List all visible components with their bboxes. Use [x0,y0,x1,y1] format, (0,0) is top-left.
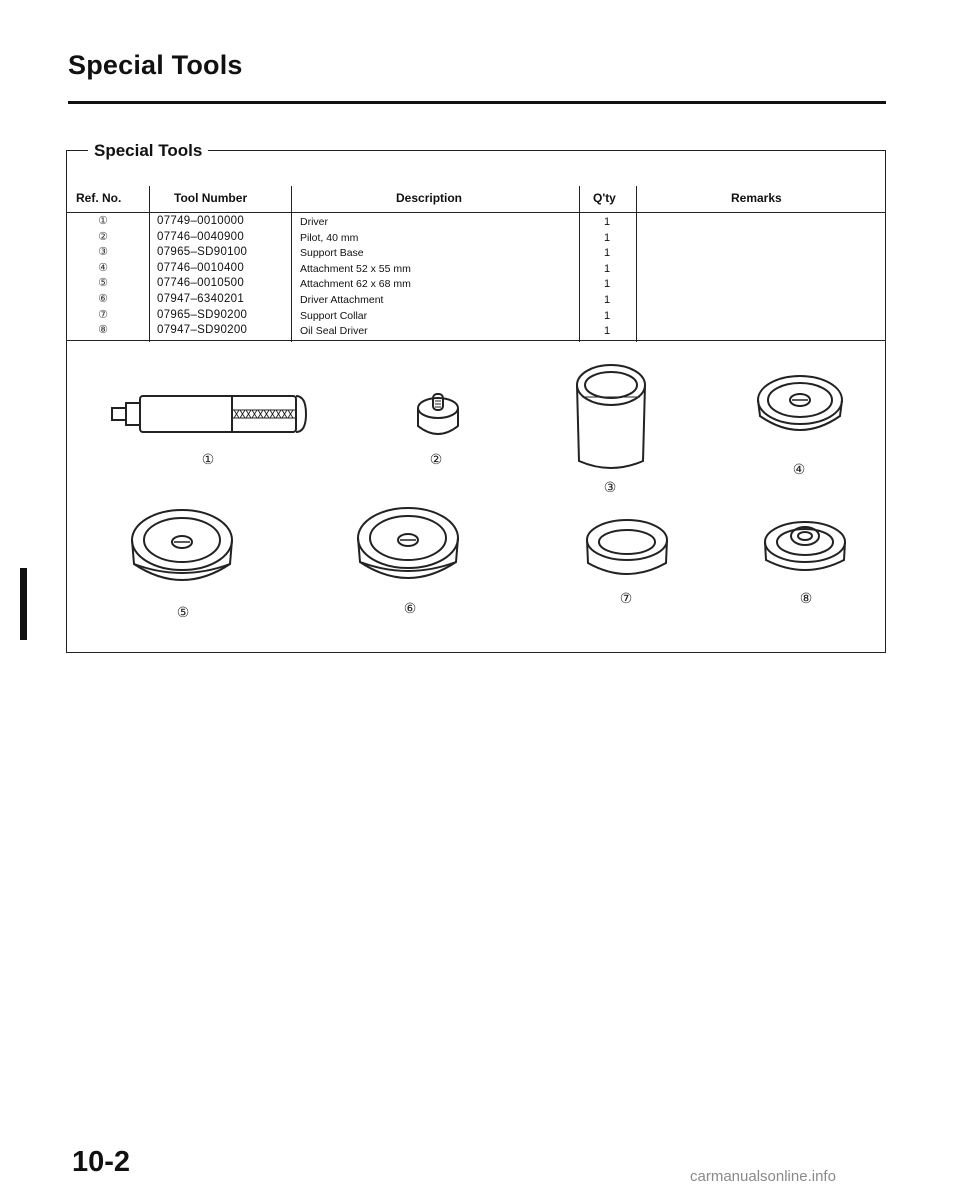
column-divider [149,186,150,342]
page-title: Special Tools [68,50,243,80]
table-cell-qty: 1 [603,247,611,260]
attachment-52x55-tool-illustration [752,370,848,448]
attachment-62x68-tool-illustration [126,502,238,598]
header-qty: Q'ty [593,191,616,205]
table-cell-ref: ⑦ [98,308,108,321]
header-tool-number: Tool Number [174,191,248,205]
callout-1: ① [201,451,215,467]
table-cell-description: Oil Seal Driver [300,325,368,338]
table-cell-qty: 1 [603,309,611,322]
qty-column [596,215,618,340]
table-cell-tool-number: 07965–SD90100 [157,246,248,259]
table-cell-description: Driver Attachment [300,293,384,306]
table-cell-ref: ④ [98,261,108,274]
callout-6: ⑥ [403,600,417,616]
description-column [300,215,411,340]
table-cell-qty: 1 [603,262,611,275]
table-cell-tool-number: 07947–6340201 [157,292,245,305]
section-label: Special Tools [88,141,208,161]
page-number: 10-2 [72,1146,131,1178]
table-cell-description: Attachment 52 x 55 mm [300,262,411,275]
header-remarks: Remarks [731,191,782,205]
oil-seal-driver-tool-illustration [760,512,850,582]
table-cell-ref: ⑧ [98,324,108,337]
callout-4: ④ [792,461,806,477]
driver-attachment-tool-illustration [352,500,464,596]
tool-number-column [157,214,247,339]
callout-7: ⑦ [619,590,633,606]
table-cell-tool-number: 07947–SD90200 [157,324,248,337]
table-cell-qty: 1 [603,231,611,244]
table-cell-ref: ① [98,215,108,227]
table-cell-qty: 1 [603,278,611,291]
table-cell-description: Support Collar [300,309,368,322]
callout-8: ⑧ [799,590,813,606]
table-cell-description: Driver [300,216,328,228]
table-cell-description: Support Base [300,247,364,260]
margin-change-bar [20,568,27,640]
table-cell-description: Pilot, 40 mm [300,231,359,244]
table-cell-ref: ⑥ [98,292,108,305]
table-cell-ref: ③ [98,246,108,259]
table-cell-tool-number: 07965–SD90200 [157,308,248,321]
table-cell-qty: 1 [603,216,611,228]
header-ref-no: Ref. No. [76,191,122,205]
table-cell-description: Attachment 62 x 68 mm [300,278,411,291]
table-cell-qty: 1 [603,293,611,306]
ref-column [88,214,118,339]
table-cell-tool-number: 07746–0010500 [157,277,245,290]
column-divider [579,186,580,342]
column-divider [291,186,292,342]
callout-3: ③ [603,479,617,495]
column-divider [636,186,637,342]
table-cell-qty: 1 [603,325,611,338]
callout-5: ⑤ [176,604,190,620]
header-description: Description [396,191,463,205]
table-bottom-rule [66,340,886,341]
table-cell-tool-number: 07746–0040900 [157,230,245,243]
callout-2: ② [429,451,443,467]
driver-tool-illustration [108,388,312,440]
watermark: carmanualsonline.info [690,1168,836,1185]
support-collar-tool-illustration [582,515,672,585]
header-rule [66,212,886,213]
table-cell-tool-number: 07749–0010000 [157,215,245,227]
table-cell-tool-number: 07746–0010400 [157,261,245,274]
table-cell-ref: ② [98,230,108,243]
table-cell-ref: ⑤ [98,277,108,290]
title-rule [68,101,886,104]
support-base-tool-illustration [567,359,655,475]
pilot-tool-illustration [412,388,464,444]
